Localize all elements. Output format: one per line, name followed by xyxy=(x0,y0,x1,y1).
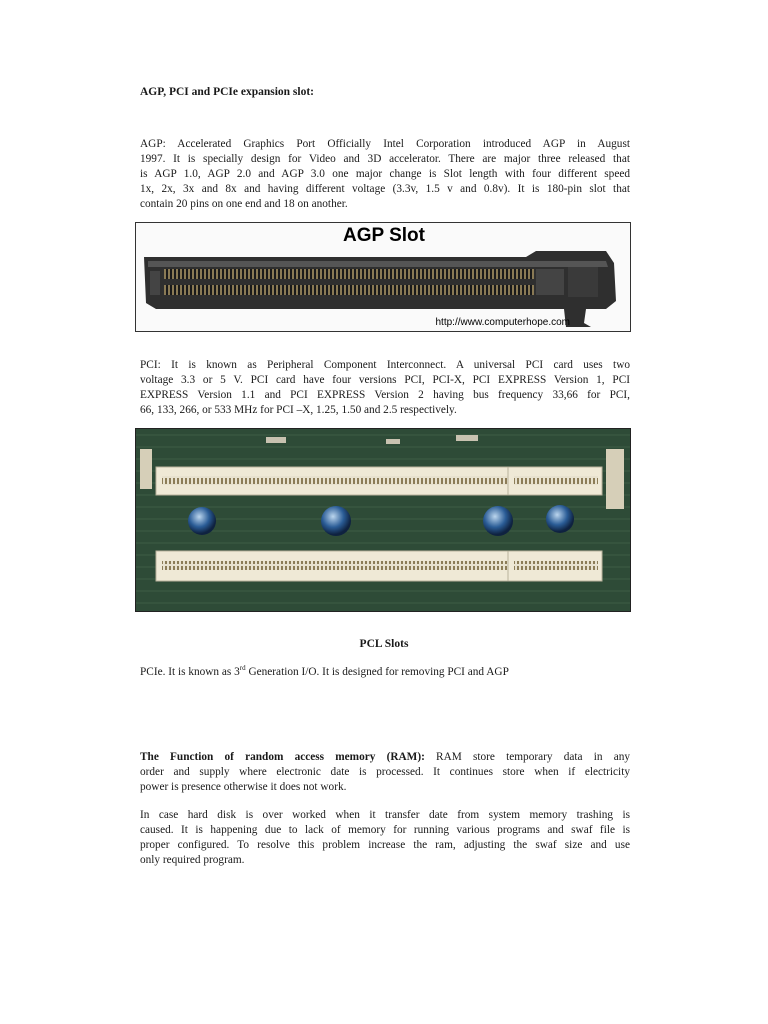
pci-slots-illustration xyxy=(136,429,631,612)
pcie-ordinal-suffix: rd xyxy=(239,664,246,673)
pci-line: 66, 133, 266, or 533 MHz for PCI –X, 1.25, 1.50 and 2.5 respectively. xyxy=(140,404,457,416)
agp-line: AGP: Accelerated Graphics Port Officially Intel Corporation introduced AGP in August xyxy=(140,138,630,150)
ram-bold-lead: The Function of random access memory (RAM): xyxy=(140,751,425,763)
pci-paragraph xyxy=(140,358,630,418)
ram-line: power is presence otherwise it does not work. xyxy=(140,781,347,793)
trashing-line: only required program. xyxy=(140,854,245,866)
ram-paragraph xyxy=(140,750,630,795)
agp-slot-image xyxy=(135,222,631,332)
ram-line: order and supply where electronic date is processed. It continues store when if electricity xyxy=(140,766,630,778)
trashing-line: In case hard disk is over worked when it transfer date from system memory trashing is xyxy=(140,809,630,821)
agp-figure-title: AGP Slot xyxy=(343,225,425,246)
pci-line: PCI: It is known as Peripheral Component Interconnect. A universal PCI card uses two xyxy=(140,359,630,371)
ram-line-rest: RAM store temporary data in any xyxy=(424,751,631,763)
pci-line: EXPRESS Version 1.1 and PCI EXPRESS Version 2 having bus frequency 33,66 for PCI, xyxy=(140,389,630,401)
section-heading: AGP, PCI and PCIe expansion slot: xyxy=(140,86,315,98)
trashing-line: proper configured. To resolve this problem increase the ram, adjusting the swaf size and use xyxy=(140,839,630,851)
ram-line xyxy=(140,750,630,765)
trashing-paragraph xyxy=(140,808,630,868)
pci-slots-photo xyxy=(135,428,631,612)
trashing-line: caused. It is happening due to lack of memory for running various programs and swaf file is xyxy=(140,824,630,836)
agp-figure-url: http://www.computerhope.com xyxy=(435,317,570,328)
agp-line: 1997. It is specially design for Video and 3D accelerator. There are major three released that xyxy=(140,153,630,165)
pci-line: voltage 3.3 or 5 V. PCI card have four versions PCI, PCI-X, PCI EXPRESS Version 1, PCI xyxy=(140,374,630,386)
pci-figure-caption: PCL Slots xyxy=(359,638,409,650)
agp-paragraph xyxy=(140,137,630,212)
pcie-text-start: PCIe. It is known as 3 xyxy=(140,666,240,678)
agp-line: is AGP 1.0, AGP 2.0 and AGP 3.0 one major change is Slot length with four different speed xyxy=(140,168,630,180)
pcie-text-end: Generation I/O. It is designed for removing PCI and AGP xyxy=(245,666,509,678)
agp-line: contain 20 pins on one end and 18 on another. xyxy=(140,198,348,210)
agp-line: 1x, 2x, 3x and 8x and having different voltage (3.3v, 1.5 v and 0.8v). It is 180-pin slot that xyxy=(140,183,630,195)
pcie-paragraph xyxy=(140,665,630,680)
